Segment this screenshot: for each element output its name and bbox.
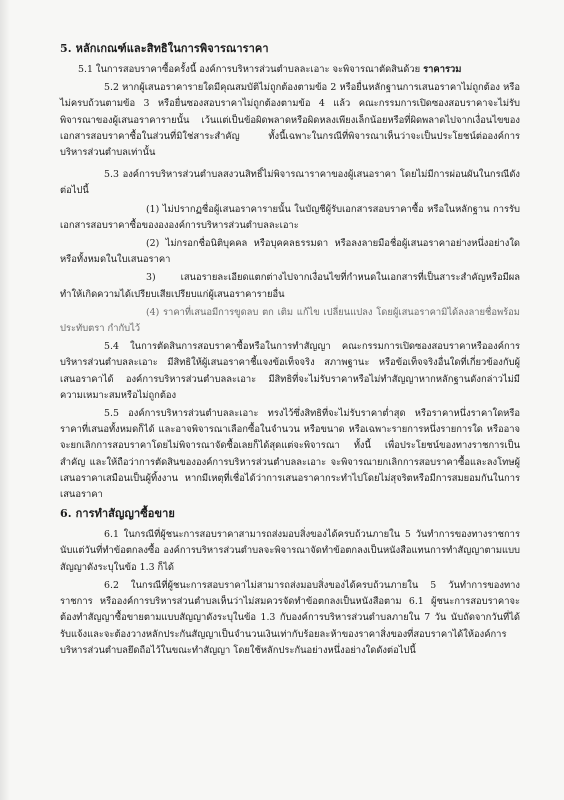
paragraph-5-3-1-text: (1) ไม่ปรากฏชื่อผู้เสนอราคารายนั้น ในบัญชีผู้รับเอกสารสอบราคาซื้อ หรือในหลักฐาน การรับเอกสารสอบราคาซื้อของององค์การบริหารส่วนตำบลละเอาะ [60,203,520,231]
paragraph-5-5-text: 5.5 องค์การบริหารส่วนตำบลละเอาะ ทรงไว้ซึ่งสิทธิที่จะไม่รับราคาต่ำสุด หรือราคาหนึ่งราคาใดหรือราคาที่เสนอทั้งหมดก็ได้ และอาจพิจารณาเลือกซื้อในจำนวน หรือขนาด หรือเฉพาะรายการหนึ่งรายการใด หรืออาจจะยกเลิกการสอบราคาโดยไม่พิจารณาจัดซื้อเลยก็ได้สุดแต่จะพิจารณา ทั้งนี้ เพื่อประโยชน์ของทางราชการเป็นสำคัญ และให้ถือว่าการตัดสินขององค์การบริหารส่วนตำบลละเอาะ จะพิจารณายกเลิกการสอบราคาซื้อและลงโทษผู้เสนอราคาเสมือนเป็นผู้ทิ้งงาน หากมีเหตุที่เชื่อได้ว่าการเสนอราคากระทำไปโดยไม่สุจริตหรือมีการสมยอมกันในการเสนอราคา [60,408,520,501]
paragraph-5-3-4 [60,305,520,337]
paragraph-5-3 [60,167,520,199]
paragraph-6-2-text: 6.2 ในกรณีที่ผู้ชนะการสอบราคาไม่สามารถส่งมอบสิ่งของได้ครบถ้วนภายใน 5 วันทำการของทางราชการ หรือองค์การบริหารส่วนตำบลเห็นว่าไม่สมควรจัดทำข้อตกลงเป็นหนังสือตาม 6.1 ผู้ชนะการสอบราคาจะต้องทำสัญญาซื้อขายตามแบบสัญญาดังระบุในข้อ 1.3 กับองค์การบริหารส่วนตำบลภายใน 7 วัน นับถัดจากวันที่ได้รับแจ้งและจะต้องวางหลักประกันสัญญาเป็นจำนวนเงินเท่ากับร้อยละห้าของราคาสิ่งของที่สอบราคาได้ให้องค์การบริหารส่วนตำบลยึดถือไว้ในขณะทำสัญญา โดยใช้หลักประกันอย่างหนึ่งอย่างใดดังต่อไปนี้ [60,579,520,656]
section-6-heading: 6. การทำสัญญาซื้อขาย [60,507,175,521]
paragraph-5-4-text: 5.4 ในการตัดสินการสอบราคาซื้อหรือในการทำสัญญา คณะกรรมการเปิดซองสอบราคาหรือองค์การบริหารส่วนตำบลละเอาะ มีสิทธิให้ผู้เสนอราคาชี้แจงข้อเท็จจริง สภาพฐานะ หรือข้อเท็จจริงอื่นใดที่เกี่ยวข้องกับผู้เสนอราคาได้ องค์การบริหารส่วนตำบลละเอาะ มีสิทธิที่จะไม่รับราคาหรือไม่ทำสัญญาหากหลักฐานดังกล่าวไม่มีความเหมาะสมหรือไม่ถูกต้อง [60,341,520,401]
paragraph-5-3-text: 5.3 องค์การบริหารส่วนตำบลสงวนสิทธิ์ไม่พิจารณาราคาของผู้เสนอราคา โดยไม่มีการผ่อนผันในกรณีดังต่อไปนี้ [60,169,520,197]
paragraph-5-1 [60,62,520,78]
paragraph-6-1 [60,527,520,576]
scan-shadow [0,0,10,800]
paragraph-6-2 [60,578,520,659]
paragraph-5-2-text: 5.2 หากผู้เสนอราคารายใดมีคุณสมบัติไม่ถูกต้องตามข้อ 2 หรือยื่นหลักฐานการเสนอราคาไม่ถูกต้อง หรือไม่ครบถ้วนตามข้อ 3 หรือยื่นซองสอบราคาไม่ถูกต้องตามข้อ 4 แล้ว คณะกรรมการเปิดซองสอบราคาจะไม่รับพิจารณาของผู้เสนอราคารายนั้น เว้นแต่เป็นข้อผิดพลาดหรือผิดหลงเพียงเล็กน้อยหรือที่ผิดพลาดไปจากเงื่อนไขของเอกสารสอบราคาซื้อในส่วนที่มิใช่สาระสำคัญ ทั้งนี้เฉพาะในกรณีที่พิจารณาเห็นว่าจะเป็นประโยชน์ต่อองค์การบริหารส่วนตำบลเท่านั้น [60,82,520,159]
paragraph-5-4 [60,339,520,404]
section-5-heading: 5. หลักเกณฑ์และสิทธิในการพิจารณาราคา [60,42,269,55]
paragraph-5-3-2 [60,236,520,268]
paragraph-5-1-text: 5.1 ในการสอบราคาซื้อครั้งนี้ องค์การบริหารส่วนตำบลละเอาะ จะพิจารณาตัดสินด้วย [78,64,421,75]
paragraph-5-2 [60,80,520,161]
paragraph-5-3-3-text: 3) เสนอรายละเอียดแตกต่างไปจากเงื่อนไขที่กำหนดในเอกสารที่เป็นสาระสำคัญหรือมีผลทำให้เกิดความได้เปรียบเสียเปรียบแก่ผู้เสนอราคารายอื่น [60,272,520,300]
paragraph-6-1-text: 6.1 ในกรณีที่ผู้ชนะการสอบราคาสามารถส่งมอบสิ่งของได้ครบถ้วนภายใน 5 วันทำการของทางราชการ นับแต่วันที่ทำข้อตกลงซื้อ องค์การบริหารส่วนตำบลจะพิจารณาจัดทำข้อตกลงเป็นหนังสือแทนการทำสัญญาตามแบบสัญญาดังระบุในข้อ 1.3 ก็ได้ [60,529,520,573]
total-price-term: ราคารวม [423,64,462,75]
paragraph-5-3-4-text: (4) ราคาที่เสนอมีการขูดลบ ตก เติม แก้ไข เปลี่ยนแปลง โดยผู้เสนอราคามิได้ลงลายชื่อพร้อมประทับตรา กำกับไว้ [60,306,520,335]
paragraph-5-3-1 [60,202,520,234]
paragraph-5-5 [60,406,520,503]
paragraph-5-3-2-text: (2) ไม่กรอกชื่อนิติบุคคล หรือบุคคลธรรมดา หรือลงลายมือชื่อผู้เสนอราคาอย่างหนึ่งอย่างใดหรือทั้งหมดในใบเสนอราคา [60,238,520,266]
paragraph-5-3-3 [60,270,520,302]
